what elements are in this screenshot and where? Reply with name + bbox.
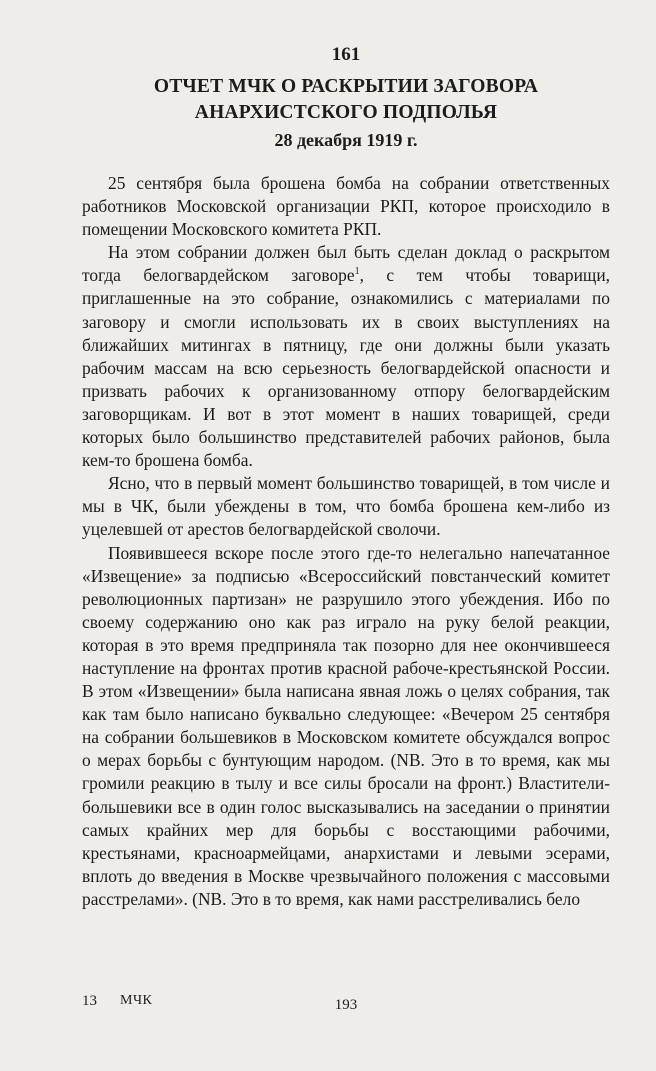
paragraph-2-text-a: На этом собрании должен был быть сделан доклад о раскрытом тогда белогвардейском заговоре bbox=[82, 242, 610, 286]
document-date: 28 декабря 1919 г. bbox=[274, 130, 418, 150]
page-number: 193 bbox=[334, 997, 358, 1013]
document-title bbox=[82, 74, 610, 126]
paragraph-1: 25 сентября была брошена бомба на собрании ответственных работников Московской организации РКП, которое происходило в помещении Московского комитета РКП. bbox=[82, 173, 610, 240]
paragraph-4: Появившееся вскоре после этого где-то нелегально напечатанное «Извещение» за подписью «Всероссийский повстанческий комитет революционных партизан» не разрушило этого убеждения. Ибо по своему содержанию оно как раз играло на руку белой реакции, которая в это время предприняла так позорно для нее окончившееся наступление на фронтах против красной рабоче-крестьянской России. В этом «Извещении» была написана явная ложь о целях собрания, так как там было написано буквально следующее: «Вечером 25 сентября на собрании большевиков в Московском комитете обсуждался вопрос о мерах борьбы с бунтующим народом. (NB. Это в то время, как мы громили реакцию в тылу и все силы бросали на фронт.) Властители-большевики все в один голос высказывались на заседании о принятии самых крайних мер для борьбы с восстающими рабочими, крестьянами, красноармейцами, анархистами и левыми эсерами, вплоть до введения в Москве чрезвычайного положения с массовыми расстрелами». (NB. Это в то время, как нами расстреливались бело bbox=[82, 542, 610, 909]
paragraph-2-text-b: , с тем чтобы товарищи, приглашенные на это собрание, ознакомились с материалами по заговору и смогли использовать их в своих выступлениях на ближайших митингах в пятницу, где они должны были указать рабочим массам на всю серьезность белогвардейской опасности и призвать рабочих к организованному отпору белогвардейским заговорщикам. И вот в этот момент в наших товарищей, среди которых было большинство представителей рабочих районов, была кем-то брошена бомба. bbox=[82, 265, 610, 471]
title-line-1: ОТЧЕТ МЧК О РАСКРЫТИИ ЗАГОВОРА bbox=[153, 76, 539, 97]
document-body bbox=[82, 172, 610, 911]
document-number: 161 bbox=[331, 44, 361, 65]
signature-label: МЧК bbox=[120, 993, 153, 1008]
document-page bbox=[82, 0, 610, 1071]
title-line-2: АНАРХИСТСКОГО ПОДПОЛЬЯ bbox=[194, 102, 498, 123]
footnote-marker[interactable]: 1 bbox=[354, 266, 360, 278]
signature-mark: 13 bbox=[82, 993, 97, 1009]
paragraph-3: Ясно, что в первый момент большинство товарищей, в том числе и мы в ЧК, были убеждены в том, что бомба брошена кем-либо из уцелевшей от арестов белогвардейской сволочи. bbox=[82, 473, 610, 540]
paragraph-2 bbox=[82, 241, 610, 472]
